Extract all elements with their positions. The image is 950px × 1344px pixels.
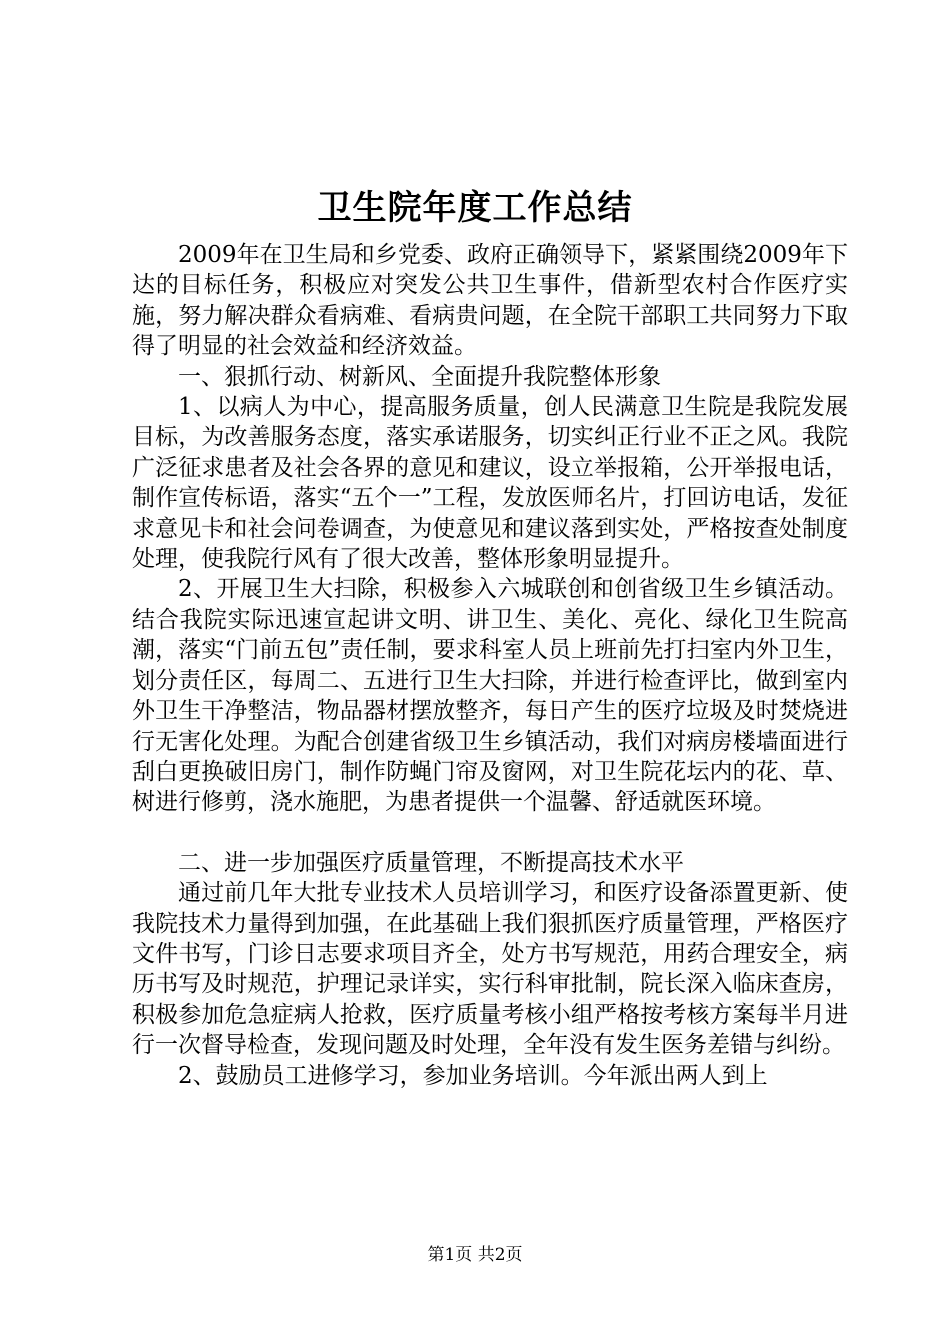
- intro-paragraph: 2009年在卫生局和乡党委、政府正确领导下，紧紧围绕2009年下达的目标任务，积极应对突发公共卫生事件，借新型农村合作医疗实施，努力解决群众看病难、看病贵问题，在全院干部职工共同努力下取得了明显的社会效益和经济效益。: [132, 242, 848, 360]
- page-footer: 第1页 共2页: [427, 1245, 523, 1265]
- paragraph-spacer: [132, 818, 848, 848]
- section-heading-1: 一、狠抓行动、树新风、全面提升我院整体形象: [178, 363, 661, 390]
- paragraph-2-1: 通过前几年大批专业技术人员培训学习，和医疗设备添置更新、使我院技术力量得到加强，在此基础上我们狠抓医疗质量管理，严格医疗文件书写，门诊日志要求项目齐全，处方书写规范，用药合理安全，病历书写及时规范，护理记录详实，实行科审批制，院长深入临床查房，积极参加危急症病人抢救，医疗质量考核小组严格按考核方案每半月进行一次督导检查，发现问题及时处理，全年没有发生医务差错与纠纷。: [132, 880, 848, 1059]
- paragraph-2-2: 2、鼓励员工进修学习，参加业务培训。今年派出两人到上: [178, 1062, 768, 1089]
- paragraph-1-1: 1、以病人为中心，提高服务质量，创人民满意卫生院是我院发展目标，为改善服务态度，落实承诺服务，切实纠正行业不正之风。我院广泛征求患者及社会各界的意见和建议，设立举报箱，公开举报电话，制作宣传标语，落实“五个一”工程，发放医师名片，打回访电话，发征求意见卡和社会问卷调查，为使意见和建议落到实处，严格按查处制度处理，使我院行风有了很大改善，整体形象明显提升。: [132, 394, 848, 573]
- document-body: [132, 240, 848, 1091]
- paragraph-1-2: 2、开展卫生大扫除，积极参入六城联创和创省级卫生乡镇活动。结合我院实际迅速宣起讲文明、讲卫生、美化、亮化、绿化卫生院高潮，落实“门前五包”责任制，要求科室人员上班前先打扫室内外卫生，划分责任区，每周二、五进行卫生大扫除，并进行检查评比，做到室内外卫生干净整洁，物品器材摆放整齐，每日产生的医疗垃圾及时焚烧进行无害化处理。为配合创建省级卫生乡镇活动，我们对病房楼墙面进行刮白更换破旧房门，制作防蝇门帘及窗网，对卫生院花坛内的花、草、树进行修剪，浇水施肥，为患者提供一个温馨、舒适就医环境。: [132, 576, 848, 816]
- document-title: 卫生院年度工作总结: [317, 188, 633, 228]
- section-heading-2: 二、进一步加强医疗质量管理，不断提高技术水平: [178, 849, 684, 876]
